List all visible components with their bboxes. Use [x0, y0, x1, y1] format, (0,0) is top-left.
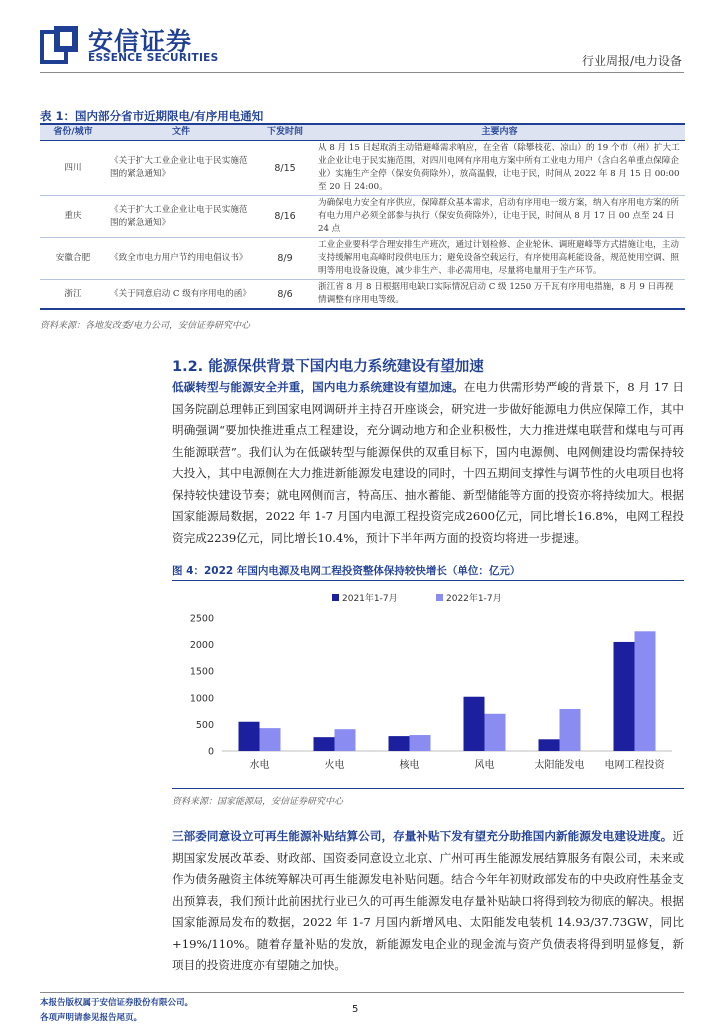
- footer-disclaimer: 各项声明请参见报告尾页。: [40, 1013, 143, 1023]
- y-tick-label: 1500: [189, 666, 214, 678]
- x-category-label: 电网工程投资: [604, 760, 665, 771]
- y-tick-label: 2500: [189, 613, 214, 625]
- bar-2021: [239, 722, 260, 751]
- cell-date: 8/6: [256, 280, 314, 310]
- cell-content: 从 8 月 15 日起取消主动错避峰需求响应，在全省（除攀枝花、凉山）的 19 个市（州）扩大工业企业让电于民实施范围，对四川电网有序用电方案中所有工业电力用户（含白名单重点保障企业）实施生产全停（保安负荷除外），放高温假，让电于民，时间从 2022 年 8 月 15 日 00:00 至 20 日 24:00。: [314, 141, 685, 196]
- paragraph-subsidy: [172, 826, 684, 977]
- cell-date: 8/15: [256, 141, 314, 196]
- cell-document: 《关于扩大工业企业让电于民实施范围的紧急通知》: [106, 141, 256, 196]
- bar-2021: [464, 697, 485, 751]
- cell-region: 浙江: [40, 280, 106, 310]
- paragraph-body: 在电力供需形势严峻的背景下，8 月 17 日国务院副总理韩正到国家电网调研并主持召开座谈会，研究进一步做好能源电力供应保障工作，其中明确强调“要加快推进重点工程建设，充分调动地方和企业积极性，大力推进煤电联营和煤电与可再生能源联营”。我们认为在低碳转型与能源保供的双重目标下，国内电源侧、电网侧建设均需保持较大投入，其中电源侧在大力推进新能源发电建设的同时，十四五期间支撑性与调节性的火电项目也将保持较快建设节奏；就电网侧而言，特高压、抽水蓄能、新型储能等方面的投资亦将持续加大。根据国家能源局数据，2022 年 1-7 月国内电源工程投资完成2600亿元，同比增长16.8%，电网工程投资完成2239亿元，同比增长10.4%，预计下半年两方面的投资均将进一步提速。: [172, 380, 684, 545]
- paragraph-lead: 三部委同意设立可再生能源补贴结算公司，存量补贴下发有望充分助推国内新能源发电建设进度。: [172, 829, 673, 843]
- cell-date: 8/16: [256, 196, 314, 238]
- legend-label: 2021年1-7月: [342, 594, 398, 604]
- table-header-row: [40, 124, 685, 141]
- cell-region: 四川: [40, 141, 106, 196]
- policy-table: [40, 123, 685, 310]
- x-category-label: 核电: [399, 760, 420, 771]
- cell-content: 工业企业要科学合理安排生产班次，通过计划检修、企业轮休、调班避峰等方式措施让电，主动支持缓解用电高峰时段供电压力；避免设备空载运行，有序使用高耗能设备，规范使用空调、照明等用电设备设施，减少非生产、非必需用电，尽量将电量用于生产环节。: [314, 238, 685, 280]
- figure-title: 图 4：2022 年国内电源及电网工程投资整体保持较快增长（单位：亿元）: [172, 565, 521, 577]
- paragraph-lead: 低碳转型与能源安全并重，国内电力系统建设有望加速。: [172, 380, 464, 394]
- y-tick-label: 1000: [189, 693, 214, 705]
- cell-region: 重庆: [40, 196, 106, 238]
- figure-top-rule: [172, 580, 684, 581]
- report-type-label: 行业周报/电力设备: [581, 54, 682, 68]
- bar-2021: [389, 736, 410, 751]
- cell-date: 8/9: [256, 238, 314, 280]
- legend-swatch: [332, 594, 339, 601]
- figure-source: 资料来源：国家能源局，安信证券研究中心: [172, 797, 344, 807]
- header-divider: [40, 72, 684, 73]
- header-content: 主要内容: [314, 124, 685, 141]
- cell-region: 安徽合肥: [40, 238, 106, 280]
- cell-document: 《关于扩大工业企业让电于民实施范围的紧急通知》: [106, 196, 256, 238]
- section-title: 1.2. 能源保供背景下国内电力系统建设有望加速: [172, 359, 484, 375]
- table-row: [40, 280, 685, 310]
- brand-name-en: ESSENCE SECURITIES: [88, 52, 219, 64]
- header-document: 文件: [106, 124, 256, 141]
- brand-logo-icon: [40, 24, 80, 64]
- bar-2021: [539, 739, 560, 751]
- brand-name-cn: 安信证券: [88, 27, 193, 56]
- table-row: [40, 196, 685, 238]
- y-tick-label: 0: [207, 746, 214, 758]
- x-category-label: 太阳能发电: [534, 760, 585, 771]
- cell-document: 《关于同意启动 C 级有序用电的函》: [106, 280, 256, 310]
- x-category-label: 水电: [249, 760, 270, 771]
- y-tick-label: 2000: [189, 640, 214, 652]
- header-date: 下发时间: [256, 124, 314, 141]
- x-category-label: 火电: [324, 760, 345, 771]
- table-row: [40, 141, 685, 196]
- investment-bar-chart: [172, 582, 684, 788]
- cell-content: 为确保电力安全有序供应，保障群众基本需求，启动有序用电一级方案，纳入有序用电方案的所有电力用户必须全部参与执行（保安负荷除外），让电于民，时间从 8 月 17 日 00 点至 24 日 24 点: [314, 196, 685, 238]
- table-row: [40, 238, 685, 280]
- footer-divider: [40, 992, 684, 993]
- cell-content: 浙江省 8 月 8 日根据用电缺口实际情况启动 C 级 1250 万千瓦有序用电措施，8 月 9 日再视情调整有序用电等级。: [314, 280, 685, 310]
- bar-2022: [260, 728, 281, 751]
- bar-2022: [635, 631, 656, 751]
- cell-document: 《致全市电力用户节约用电倡议书》: [106, 238, 256, 280]
- table-title: 表 1：国内部分省市近期限电/有序用电通知: [40, 109, 264, 123]
- bar-2021: [314, 737, 335, 751]
- page-number: 5: [352, 1004, 359, 1015]
- bar-2022: [485, 714, 506, 751]
- bar-2022: [335, 729, 356, 751]
- bar-2022: [560, 709, 581, 751]
- bar-2022: [410, 735, 431, 751]
- y-tick-label: 500: [195, 719, 214, 731]
- paragraph-body: 近期国家发展改革委、财政部、国资委同意设立北京、广州可再生能源发展结算服务有限公司，未来或作为债务融资主体统筹解决可再生能源发电补贴问题。结合今年年初财政部发布的中央政府性基金支出预算表，我们预计此前困扰行业已久的可再生能源发电存量补贴缺口将得到较为彻底的解决。根据国家能源局发布的数据，2022 年 1-7 月国内新增风电、太阳能发电装机 14.93/37.73GW，同比+19%/110%。随着存量补贴的发放，新能源发电企业的现金流与资产负债表将得到明显修复，新项目的投资进度亦有望随之加快。: [172, 829, 684, 972]
- footer-copyright: 本报告版权属于安信证券股份有限公司。: [40, 998, 194, 1008]
- table-source: 资料来源：各地发改委/电力公司，安信证券研究中心: [40, 321, 251, 331]
- paragraph-investment: [172, 377, 684, 549]
- figure-bottom-rule: [172, 788, 684, 789]
- legend-label: 2022年1-7月: [446, 594, 502, 604]
- x-category-label: 风电: [474, 760, 495, 771]
- header-region: 省份/城市: [40, 124, 106, 141]
- bar-2021: [614, 642, 635, 751]
- legend-swatch: [436, 594, 443, 601]
